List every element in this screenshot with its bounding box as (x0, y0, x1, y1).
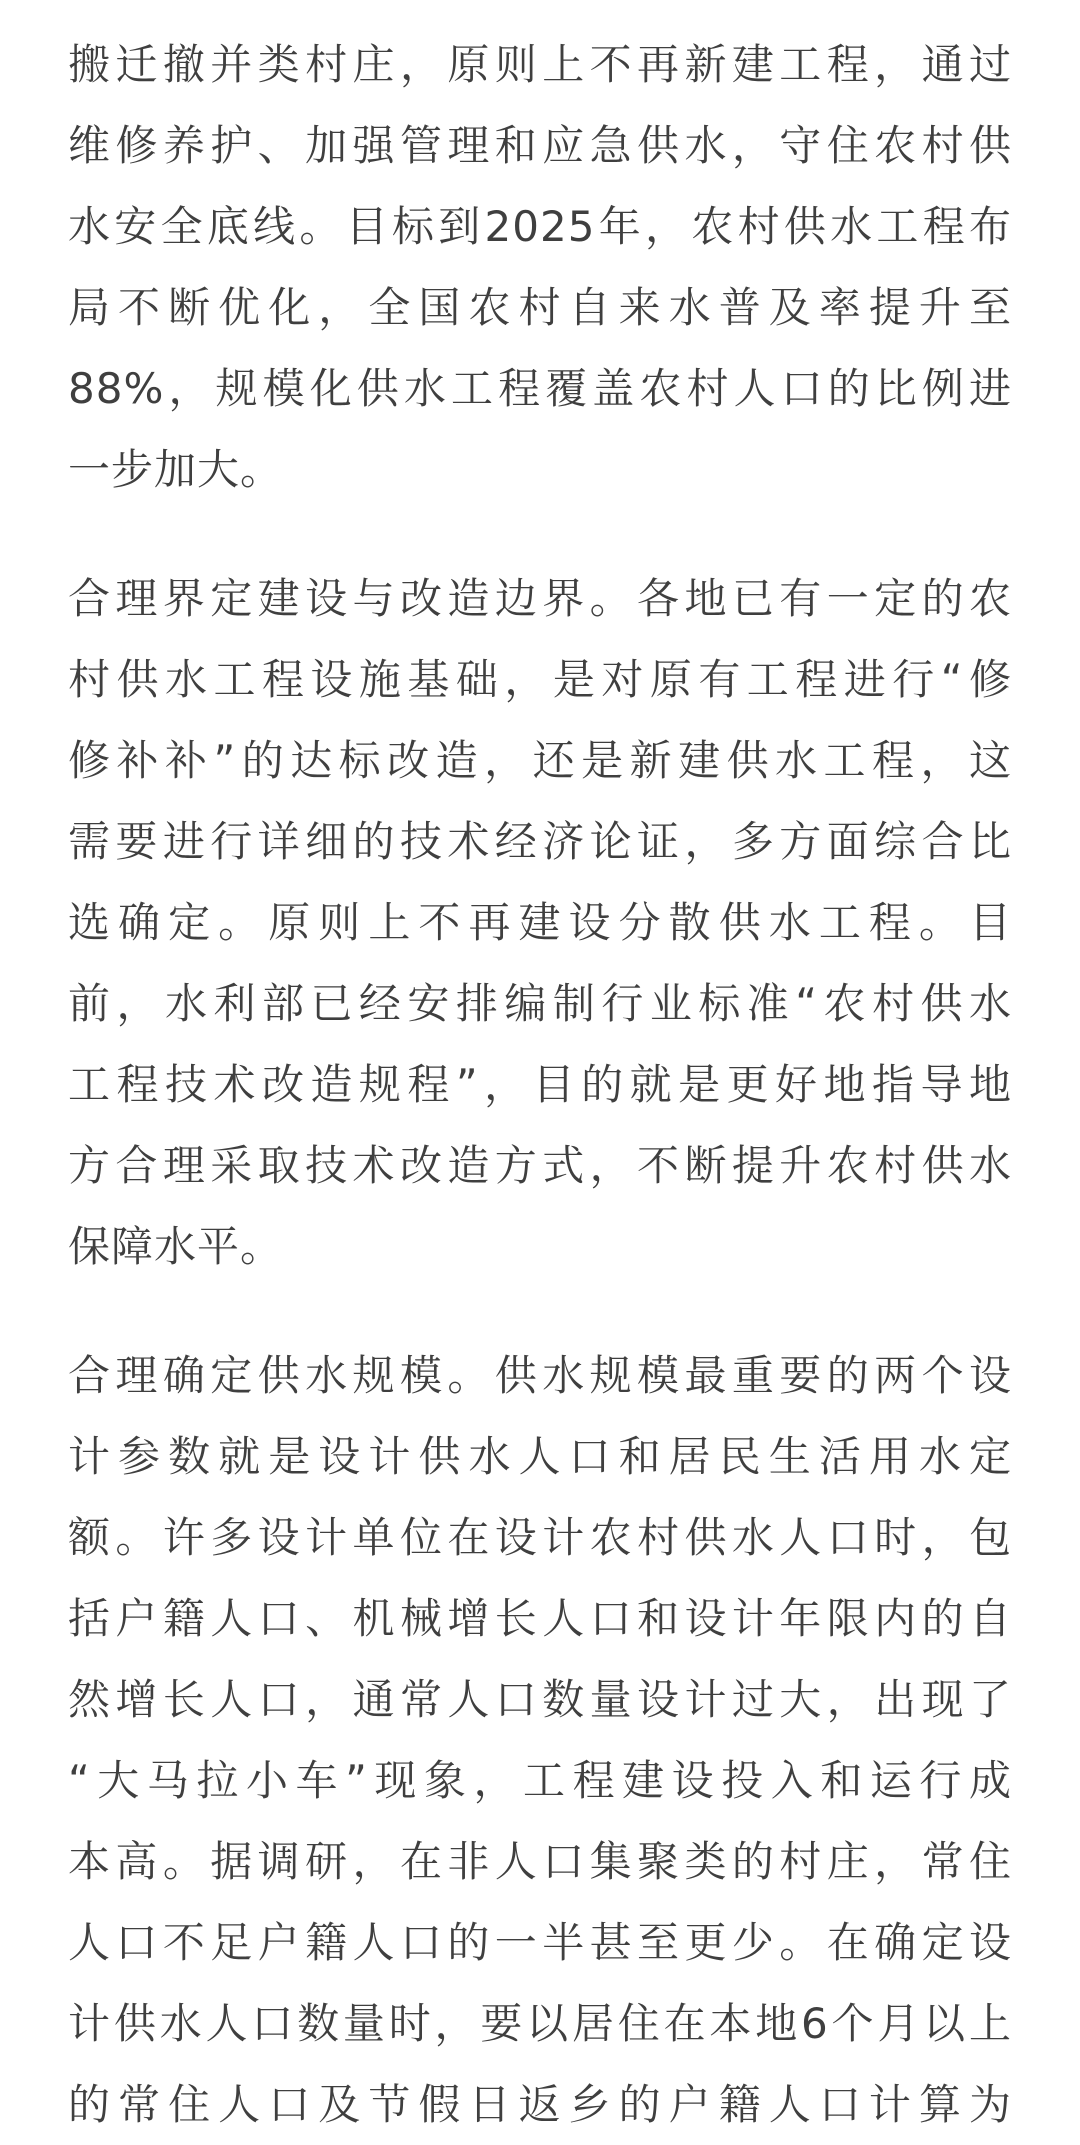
paragraph-3 (68, 1335, 1012, 2145)
text-line: 额。许多设计单位在设计农村供水人口时，包 (68, 1513, 1012, 1562)
text-line: 88%，规模化供水工程覆盖农村人口的比例进 (68, 364, 1012, 413)
text-line: 然增长人口，通常人口数量设计过大，出现了 (68, 1675, 1012, 1724)
text-line: 维修养护、加强管理和应急供水，守住农村供 (68, 121, 1012, 170)
text-line: 选确定。原则上不再建设分散供水工程。目 (68, 898, 1012, 947)
text-line: 本高。据调研，在非人口集聚类的村庄，常住 (68, 1837, 1012, 1886)
text-line: 前，水利部已经安排编制行业标准“农村供水 (68, 979, 1012, 1028)
text-line: 村供水工程设施基础，是对原有工程进行“修 (68, 655, 1012, 704)
text-line: 工程技术改造规程”，目的就是更好地指导地 (68, 1060, 1012, 1109)
text-line: 水安全底线。目标到2025年，农村供水工程布 (68, 202, 1012, 251)
text-line: 一步加大。 (68, 445, 284, 494)
text-line: “大马拉小车”现象，工程建设投入和运行成 (68, 1756, 1012, 1805)
text-line: 人口不足户籍人口的一半甚至更少。在确定设 (68, 1918, 1012, 1967)
text-line: 局不断优化，全国农村自来水普及率提升至 (68, 283, 1012, 332)
text-line: 计参数就是设计供水人口和居民生活用水定 (68, 1432, 1012, 1481)
paragraph-1 (68, 24, 1012, 510)
article-body (68, 24, 1012, 2145)
text-line: 合理确定供水规模。供水规模最重要的两个设 (68, 1351, 1012, 1400)
text-line: 修补补”的达标改造，还是新建供水工程，这 (68, 736, 1012, 785)
text-line: 保障水平。 (68, 1222, 284, 1271)
text-line: 需要进行详细的技术经济论证，多方面综合比 (68, 817, 1012, 866)
text-line: 合理界定建设与改造边界。各地已有一定的农 (68, 574, 1012, 623)
text-line: 方合理采取技术改造方式，不断提升农村供水 (68, 1141, 1012, 1190)
text-line: 的常住人口及节假日返乡的户籍人口计算为 (68, 2080, 1012, 2129)
paragraph-2 (68, 558, 1012, 1287)
text-line: 搬迁撤并类村庄，原则上不再新建工程，通过 (68, 40, 1012, 89)
text-line: 括户籍人口、机械增长人口和设计年限内的自 (68, 1594, 1012, 1643)
text-line: 计供水人口数量时，要以居住在本地6个月以上 (68, 1999, 1012, 2048)
